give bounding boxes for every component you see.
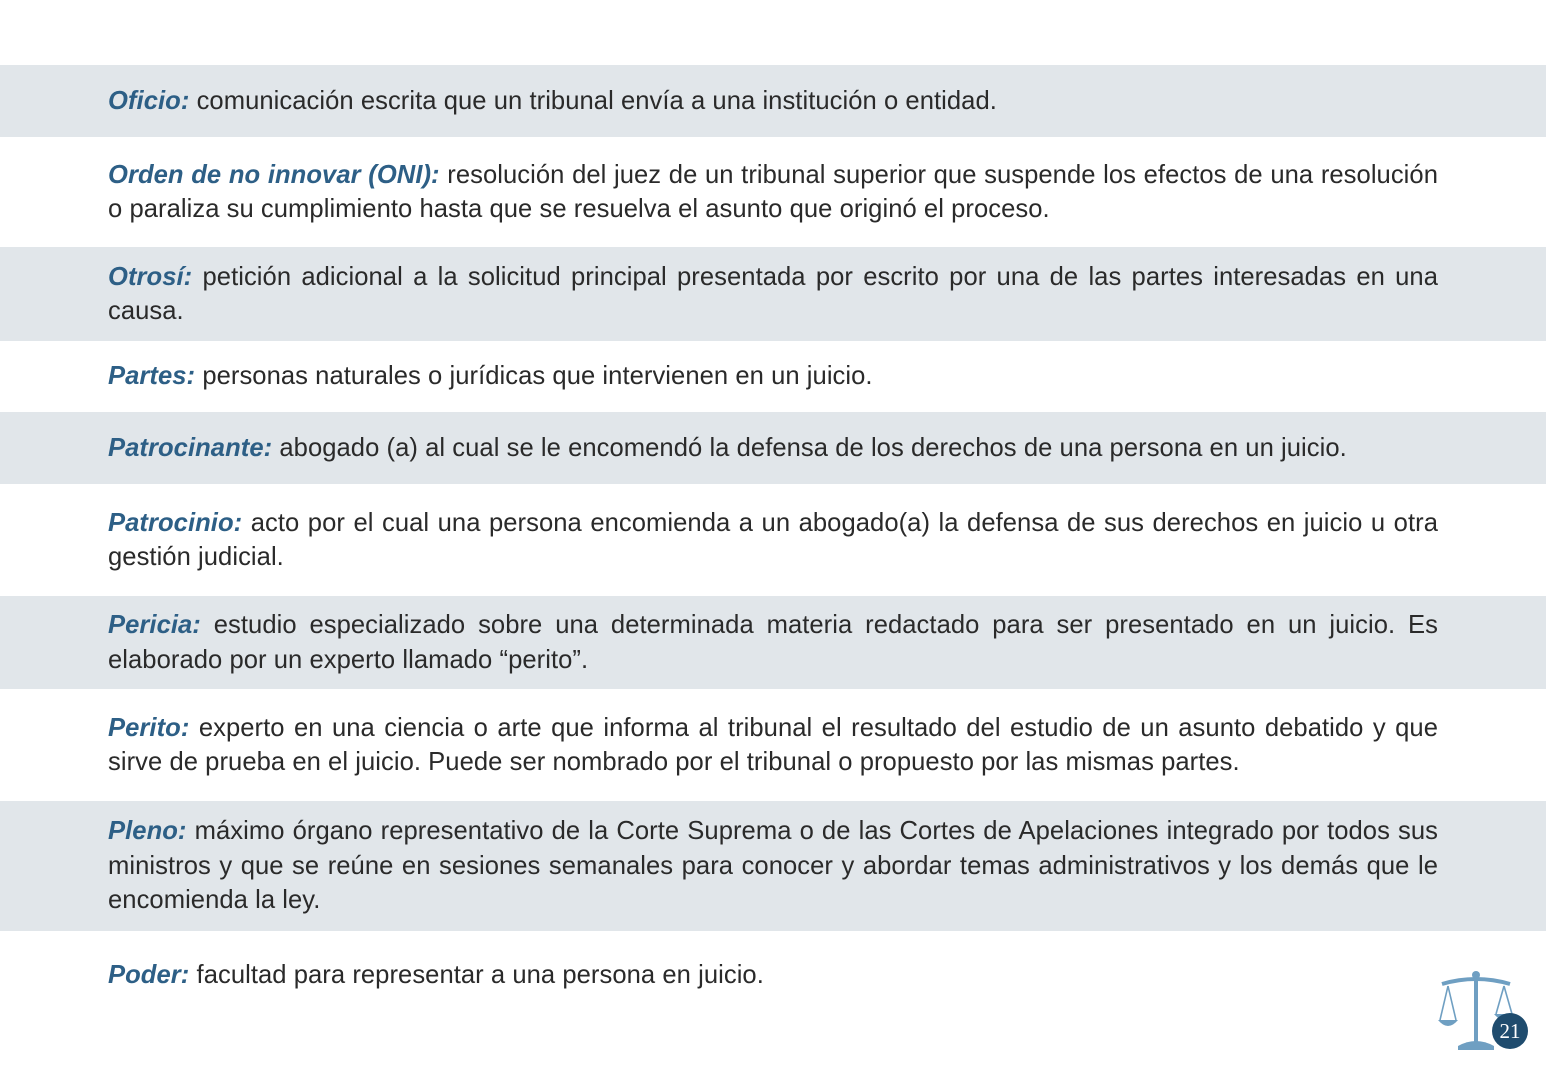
entry-definition: comunicación escrita que un tribunal envía a una institución o entidad. — [196, 86, 997, 115]
entry-text — [108, 711, 1438, 780]
entry-text — [108, 506, 1438, 575]
glossary-entry-orden-de-no-innovar — [0, 137, 1546, 247]
entry-term: Patrocinio: — [108, 508, 243, 537]
entry-term: Pleno: — [108, 817, 187, 846]
entry-term: Patrocinante: — [108, 433, 273, 462]
entry-definition: abogado (a) al cual se le encomendó la defensa de los derechos de una persona en un juicio. — [279, 433, 1347, 462]
glossary-entry-pleno — [0, 801, 1546, 931]
entry-text — [108, 958, 1438, 993]
entry-term: Poder: — [108, 960, 190, 989]
glossary-entry-poder — [0, 931, 1546, 1019]
entry-term: Perito: — [108, 713, 190, 742]
entry-term: Pericia: — [108, 611, 201, 639]
entry-definition: resolución del juez de un tribunal superior que suspende los efectos de una resolución o paraliza su cumplimiento hasta que se resuelva el asunto que originó el proceso. — [108, 160, 1438, 223]
entry-text — [108, 814, 1438, 918]
entry-text — [108, 608, 1438, 677]
entry-text — [108, 84, 1438, 119]
entry-definition: experto en una ciencia o arte que informa al tribunal el resultado del estudio de un asunto debatido y que sirve de prueba en el juicio. Puede ser nombrado por el tribunal o propuesto por las mismas partes. — [108, 713, 1438, 776]
entry-definition: estudio especializado sobre una determinada materia redactado para ser presentado en un juicio. Es elaborado por un experto llamado “perito”. — [108, 611, 1438, 674]
entry-term: Otrosí: — [108, 262, 193, 291]
entry-text — [108, 431, 1438, 466]
entry-text — [108, 260, 1438, 329]
entry-definition: personas naturales o jurídicas que intervienen en un juicio. — [202, 362, 873, 391]
glossary-entry-patrocinio — [0, 484, 1546, 596]
entry-definition: petición adicional a la solicitud principal presentada por escrito por una de las partes interesadas en una causa. — [108, 262, 1438, 325]
entry-term: Partes: — [108, 362, 196, 391]
entry-definition: facultad para representar a una persona en juicio. — [196, 960, 764, 989]
glossary-entry-pericia — [0, 596, 1546, 689]
entry-definition: máximo órgano representativo de la Corte Suprema o de las Cortes de Apelaciones integrado por todos sus ministros y que se reúne en sesiones semanales para conocer y abordar temas administrativos y los demás que le encomienda la ley. — [108, 817, 1438, 915]
glossary-entry-otrosi — [0, 247, 1546, 341]
entry-text — [108, 359, 1438, 394]
glossary-entry-oficio — [0, 65, 1546, 137]
glossary-entry-perito — [0, 689, 1546, 801]
entry-term: Oficio: — [108, 86, 190, 115]
entry-term: Orden de no innovar (ONI): — [108, 160, 440, 189]
glossary-list — [0, 65, 1546, 1019]
entry-text — [108, 158, 1438, 227]
glossary-entry-partes — [0, 341, 1546, 412]
glossary-entry-patrocinante — [0, 412, 1546, 484]
entry-definition: acto por el cual una persona encomienda a un abogado(a) la defensa de sus derechos en juicio u otra gestión judicial. — [108, 508, 1438, 571]
page-number: 21 — [1492, 1013, 1528, 1049]
